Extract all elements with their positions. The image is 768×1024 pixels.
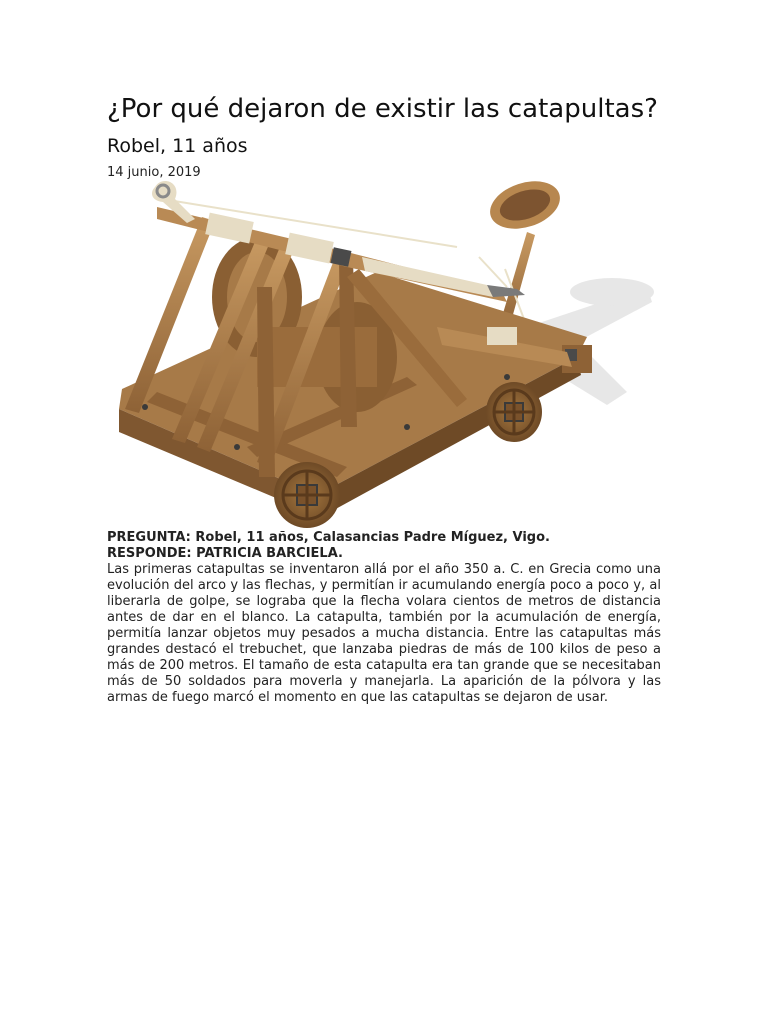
catapult-drawing bbox=[107, 177, 661, 532]
qa-section bbox=[107, 530, 661, 706]
question-line: PREGUNTA: Robel, 11 años, Calasancias Padre Míguez, Vigo. bbox=[107, 530, 550, 545]
article bbox=[107, 92, 661, 705]
answer-by-line: RESPONDE: PATRICIA BARCIELA. bbox=[107, 546, 343, 561]
answer-body: Las primeras catapultas se inventaron allá por el año 350 a. C. en Grecia como una evolución del arco y las flechas, y permitían ir acumulando energía poco a poco y, al liberarla de golpe, se lograba que la flecha volara cientos de metros de distancia antes de dar en el blanco. La catapulta, también por la acumulación de energía, permitía lanzar objetos muy pesados a mucha distancia. Entre las catapultas más grandes destacó el trebuchet, que lanzaba piedras de más de 100 kilos de peso a más de 200 metros. El tamaño de esta catapulta era tan grande que se necesitaban más de 50 soldados para moverla y manejarla. La aparición de la pólvora y las armas de fuego marcó el momento en que las catapultas se dejaron de usar. bbox=[107, 562, 661, 705]
title-text: ¿Por qué dejaron de existir las catapultas? bbox=[107, 94, 658, 124]
rear-wheel-right bbox=[486, 382, 542, 442]
front-wheel-left bbox=[274, 462, 340, 528]
article-date: 14 junio, 2019 bbox=[107, 165, 201, 180]
title-author: Robel, 11 años bbox=[107, 135, 248, 157]
catapult-illustration bbox=[107, 177, 661, 532]
article-title bbox=[107, 92, 661, 164]
